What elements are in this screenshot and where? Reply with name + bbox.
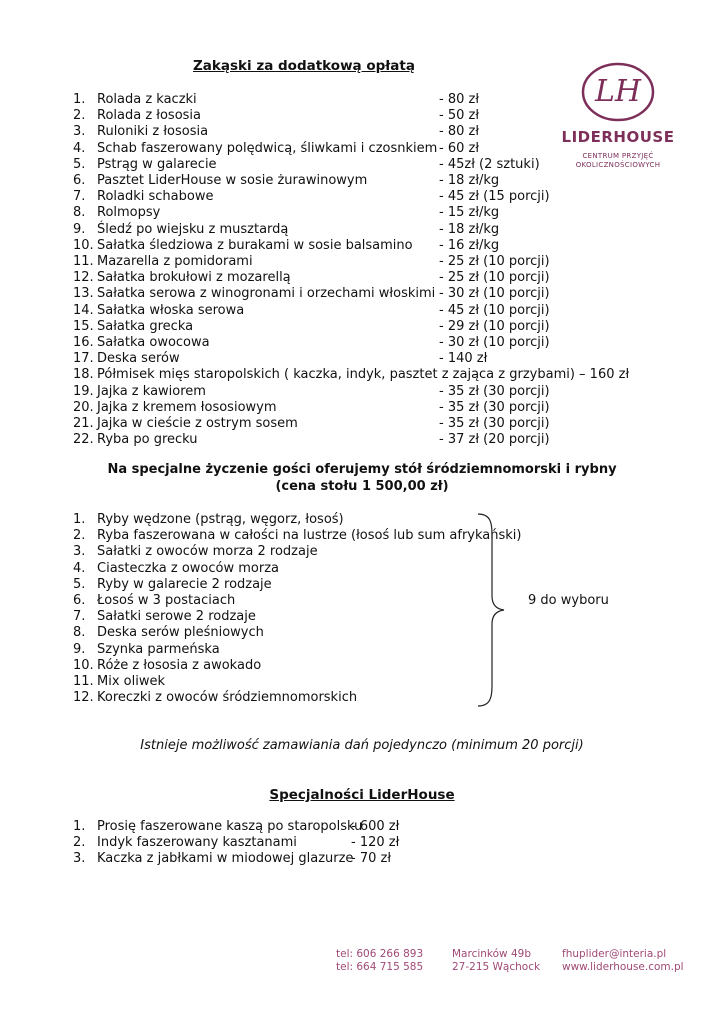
list-item-price: - 25 zł (10 porcji) bbox=[439, 254, 550, 269]
list-item-price: - 50 zł bbox=[439, 108, 480, 124]
footer-address1: Marcinków 49b bbox=[452, 948, 532, 960]
list-item-name: Śledź po wiejsku z musztardą bbox=[97, 221, 289, 237]
list-item-number: 11. bbox=[73, 254, 94, 269]
list-item-name: Jajka z kawiorem bbox=[97, 383, 206, 399]
list-item-number: 14. bbox=[73, 302, 94, 318]
section1-title: Zakąski za dodatkową opłatą bbox=[193, 58, 415, 74]
list-item-number: 12. bbox=[73, 690, 94, 706]
list-item-price: - 18 zł/kg bbox=[439, 221, 500, 237]
list-item-price: - 16 zł/kg bbox=[439, 237, 500, 253]
list-item-price: - 120 zł bbox=[351, 835, 400, 851]
list-item-number: 4. bbox=[73, 140, 86, 156]
list-item-name: Rolmopsy bbox=[97, 205, 161, 221]
list-item-name: Ruloniki z łososia bbox=[97, 124, 209, 140]
list-item-name: Sałatka grecka bbox=[97, 318, 194, 334]
list-item-name: Indyk faszerowany kasztanami bbox=[97, 835, 297, 851]
list-item-number: 15. bbox=[73, 318, 94, 334]
list-item-price: - 30 zł (10 porcji) bbox=[439, 335, 550, 350]
list-item-name: Prosię faszerowane kaszą po staropolsku bbox=[97, 819, 363, 834]
list-item-name: Sałatka śledziowa z burakami w sosie balsamino bbox=[97, 237, 413, 253]
footer-email[interactable]: fhuplider@interia.pl bbox=[562, 948, 667, 960]
list-item-number: 8. bbox=[73, 205, 86, 221]
choice-note: 9 do wyboru bbox=[528, 593, 609, 608]
list-item-name: Rolada z kaczki bbox=[97, 92, 197, 107]
list-item-name: Sałatki serowe 2 rodzaje bbox=[97, 609, 256, 625]
footer-address2: 27-215 Wąchock bbox=[452, 961, 541, 973]
list-item-number: 2. bbox=[73, 528, 86, 544]
list-item-number: 11. bbox=[73, 674, 94, 689]
list-item-price: - 29 zł (10 porcji) bbox=[439, 318, 550, 334]
list-item-name: Łosoś w 3 postaciach bbox=[97, 593, 236, 608]
list-item-name: Rolada z łososia bbox=[97, 108, 202, 124]
list-item-number: 16. bbox=[73, 335, 94, 350]
list-item-name: Szynka parmeńska bbox=[97, 641, 220, 657]
logo-tagline-2: OKOLICZNOŚCIOWYCH bbox=[575, 161, 661, 169]
list-item-name: Mazarella z pomidorami bbox=[97, 254, 253, 269]
list-item-number: 9. bbox=[73, 641, 86, 657]
curly-brace-icon bbox=[476, 512, 506, 708]
list-item-name: Schab faszerowany polędwicą, śliwkami i czosnkiem bbox=[97, 140, 438, 156]
list-item-name: Kaczka z jabłkami w miodowej glazurze bbox=[97, 851, 354, 867]
list-item-price: - 80 zł bbox=[439, 124, 480, 140]
list-item-number: 12. bbox=[73, 270, 94, 286]
list-item-number: 6. bbox=[73, 593, 86, 608]
list-item-number: 18. bbox=[73, 367, 94, 383]
list-item-number: 2. bbox=[73, 108, 86, 124]
list-item-price: - 45 zł (10 porcji) bbox=[439, 302, 550, 318]
list-item-number: 9. bbox=[73, 221, 86, 237]
logo-tagline-1: CENTRUM PRZYJĘĆ bbox=[582, 152, 654, 160]
list-item-number: 3. bbox=[73, 124, 86, 140]
logo-monogram: LH bbox=[594, 74, 642, 109]
list-item-price: - 45 zł (15 porcji) bbox=[439, 189, 550, 205]
list-item-name: Ryba po grecku bbox=[97, 432, 198, 448]
list-item-name: Koreczki z owoców śródziemnomorskich bbox=[97, 690, 358, 706]
list-item-name: Jajka z kremem łososiowym bbox=[97, 399, 277, 415]
footer-website[interactable]: www.liderhouse.com.pl bbox=[562, 961, 684, 973]
list-item-name: Mix oliwek bbox=[97, 674, 165, 689]
list-item-price: - 600 zł bbox=[351, 819, 400, 834]
list-item-name: Róże z łososia z awokado bbox=[97, 657, 262, 673]
list-item-name: Sałatka owocowa bbox=[97, 335, 210, 350]
list-item-number: 1. bbox=[73, 92, 86, 107]
logo bbox=[560, 62, 680, 182]
list-item-number: 4. bbox=[73, 560, 86, 576]
list-item-price: - 140 zł bbox=[439, 351, 488, 367]
list-item-number: 10. bbox=[73, 657, 94, 673]
list-item-name: Sałatka brokułowi z mozarellą bbox=[97, 270, 291, 286]
list-item-price: - 37 zł (20 porcji) bbox=[439, 432, 550, 448]
list-item-price: - 25 zł (10 porcji) bbox=[439, 270, 550, 286]
logo-brand: LIDERHOUSE bbox=[561, 128, 675, 146]
list-item-name: Półmisek mięs staropolskich ( kaczka, indyk, pasztet z zająca z grzybami) – 160 zł bbox=[97, 367, 630, 383]
list-item-price: - 70 zł bbox=[351, 851, 392, 867]
list-item-price: - 35 zł (30 porcji) bbox=[439, 416, 550, 431]
section3-title: Specjalności LiderHouse bbox=[269, 787, 455, 803]
section2-title-line2: (cena stołu 1 500,00 zł) bbox=[275, 479, 449, 494]
list-item-name: Ryba faszerowana w całości na lustrze (łosoś lub sum afrykański) bbox=[97, 528, 522, 544]
list-item-number: 21. bbox=[73, 416, 94, 431]
list-item-number: 1. bbox=[73, 819, 86, 834]
list-item-name: Ciasteczka z owoców morza bbox=[97, 560, 280, 576]
list-item-name: Sałatki z owoców morza 2 rodzaje bbox=[97, 544, 318, 560]
list-item-number: 3. bbox=[73, 544, 86, 560]
list-item-number: 7. bbox=[73, 609, 86, 625]
list-item-number: 22. bbox=[73, 432, 94, 448]
list-item-price: - 35 zł (30 porcji) bbox=[439, 399, 550, 415]
footer-phone1: tel: 606 266 893 bbox=[336, 948, 424, 960]
list-item-price: - 80 zł bbox=[439, 92, 480, 107]
list-item-price: - 35 zł (30 porcji) bbox=[439, 383, 550, 399]
list-item-name: Sałatka włoska serowa bbox=[97, 302, 245, 318]
footer-phone2: tel: 664 715 585 bbox=[336, 961, 424, 973]
list-item-number: 10. bbox=[73, 237, 94, 253]
list-item-price: - 30 zł (10 porcji) bbox=[439, 286, 550, 302]
list-item-number: 5. bbox=[73, 156, 86, 172]
list-item-number: 1. bbox=[73, 512, 86, 527]
list-item-number: 5. bbox=[73, 576, 86, 592]
list-item-name: Deska serów pleśniowych bbox=[97, 625, 264, 641]
list-item-name: Jajka w cieście z ostrym sosem bbox=[97, 416, 298, 431]
list-item-number: 7. bbox=[73, 189, 86, 205]
list-item-price: - 15 zł/kg bbox=[439, 205, 500, 221]
list-item-name: Roladki schabowe bbox=[97, 189, 214, 205]
footer bbox=[0, 946, 724, 986]
list-item-price: - 45zł (2 sztuki) bbox=[439, 156, 540, 172]
list-item-number: 3. bbox=[73, 851, 86, 867]
list-item-number: 20. bbox=[73, 399, 94, 415]
list-item-name: Sałatka serowa z winogronami i orzechami włoskimi bbox=[97, 286, 436, 302]
list-item-name: Ryby wędzone (pstrąg, węgorz, łosoś) bbox=[97, 512, 344, 527]
list-item-number: 17. bbox=[73, 351, 94, 367]
list-item-number: 13. bbox=[73, 286, 94, 302]
section2-title-line1: Na specjalne życzenie gości oferujemy stół śródziemnomorski i rybny bbox=[107, 462, 617, 477]
list-item-price: - 18 zł/kg bbox=[439, 173, 500, 188]
list-item-name: Deska serów bbox=[97, 351, 180, 367]
list-item-name: Pstrąg w galarecie bbox=[97, 156, 217, 172]
list-item-number: 19. bbox=[73, 383, 94, 399]
list-item-name: Pasztet LiderHouse w sosie żurawinowym bbox=[97, 173, 368, 188]
list-item-number: 8. bbox=[73, 625, 86, 641]
list-item-number: 6. bbox=[73, 173, 86, 188]
list-item-name: Ryby w galarecie 2 rodzaje bbox=[97, 576, 272, 592]
list-item-number: 2. bbox=[73, 835, 86, 851]
order-note: Istnieje możliwość zamawiania dań pojedynczo (minimum 20 porcji) bbox=[140, 738, 584, 753]
list-item-price: - 60 zł bbox=[439, 140, 480, 156]
